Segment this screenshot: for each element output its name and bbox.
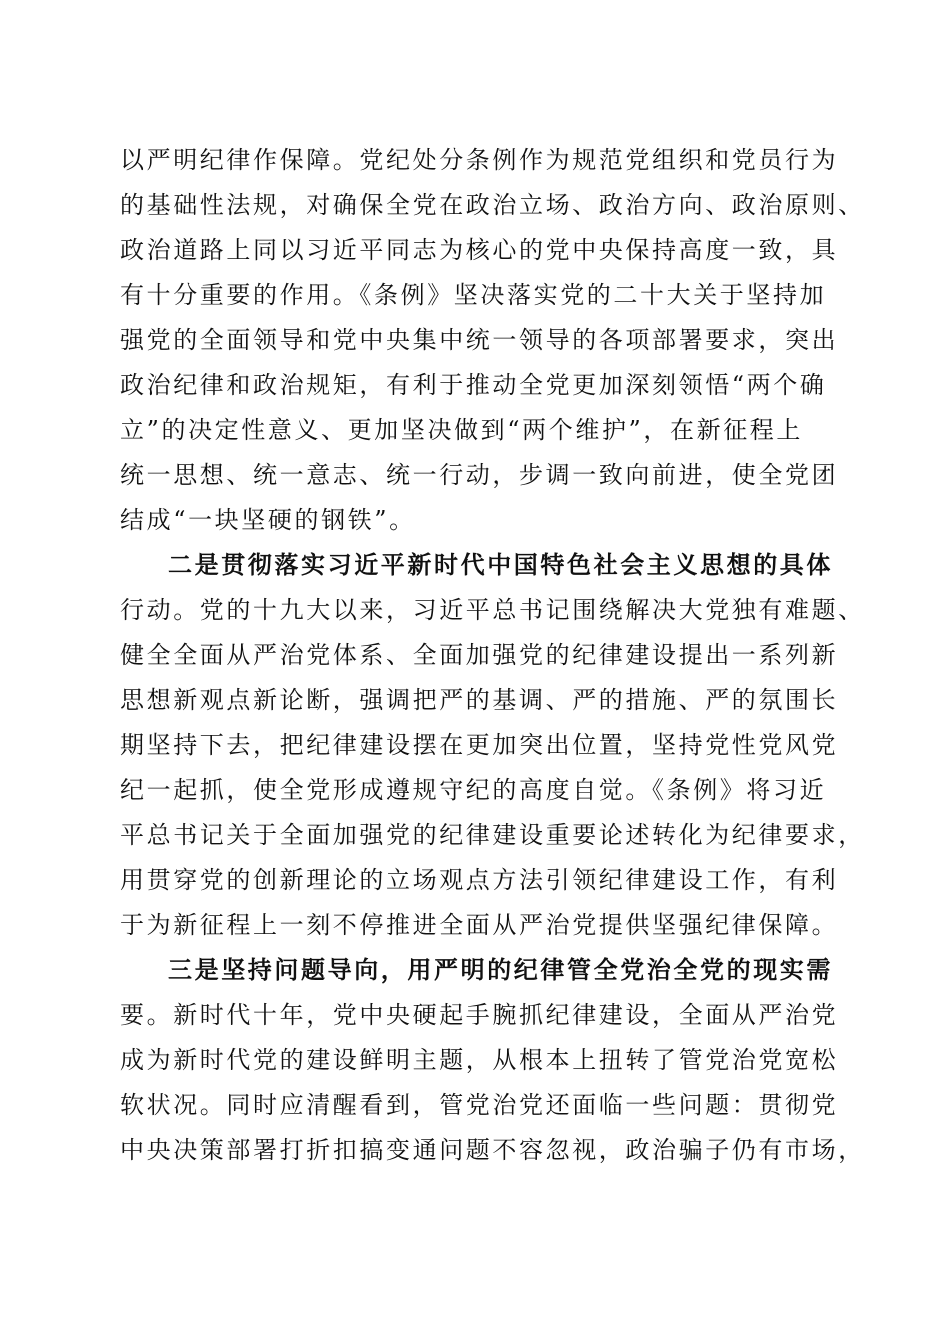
text-line: 软状况。同时应清醒看到，管党治党还面临一些问题：贯彻党 <box>120 1091 839 1119</box>
text-line: 期坚持下去，把纪律建设摆在更加突出位置，坚持党性党风党 <box>120 731 839 759</box>
text-line: 思想新观点新论断，强调把严的基调、严的措施、严的氛围长 <box>120 686 839 714</box>
text-line: 用贯穿党的创新理论的立场观点方法引领纪律建设工作，有利 <box>120 866 839 894</box>
text-line: 统一思想、统一意志、统一行动，步调一致向前进，使全党团 <box>120 461 839 489</box>
text-line: 结成“一块坚硬的钢铁”。 <box>120 506 416 534</box>
text-line: 中央决策部署打折扣搞变通问题不容忽视，政治骗子仍有市场， <box>120 1136 865 1164</box>
text-line: 的基础性法规，对确保全党在政治立场、政治方向、政治原则、 <box>120 191 865 219</box>
text-line: 以严明纪律作保障。党纪处分条例作为规范党组织和党员行为 <box>120 146 839 174</box>
text-line: 立”的决定性意义、更加坚决做到“两个维护”，在新征程上 <box>120 416 804 444</box>
text-line: 平总书记关于全面加强党的纪律建设重要论述转化为纪律要求， <box>120 821 865 849</box>
text-line: 要。新时代十年，党中央硬起手腕抓纪律建设，全面从严治党 <box>120 1001 839 1029</box>
paragraph-heading-line: 三是坚持问题导向，用严明的纪律管全党治全党的现实需 <box>168 955 833 984</box>
paragraph-heading-line: 二是贯彻落实习近平新时代中国特色社会主义思想的具体 <box>168 550 833 579</box>
text-line: 强党的全面领导和党中央集中统一领导的各项部署要求，突出 <box>120 326 839 354</box>
text-line: 行动。党的十九大以来，习近平总书记围绕解决大党独有难题、 <box>120 596 865 624</box>
text-line: 政治纪律和政治规矩，有利于推动全党更加深刻领悟“两个确 <box>120 371 827 399</box>
text-line: 纪一起抓，使全党形成遵规守纪的高度自觉。《条例》将习近 <box>120 776 827 804</box>
text-line: 政治道路上同以习近平同志为核心的党中央保持高度一致，具 <box>120 236 839 264</box>
text-line: 健全全面从严治党体系、全面加强党的纪律建设提出一系列新 <box>120 641 839 669</box>
text-line: 有十分重要的作用。《条例》坚决落实党的二十大关于坚持加 <box>120 281 827 309</box>
text-line: 成为新时代党的建设鲜明主题，从根本上扭转了管党治党宽松 <box>120 1046 839 1074</box>
text-line: 于为新征程上一刻不停推进全面从严治党提供坚强纪律保障。 <box>120 911 839 939</box>
